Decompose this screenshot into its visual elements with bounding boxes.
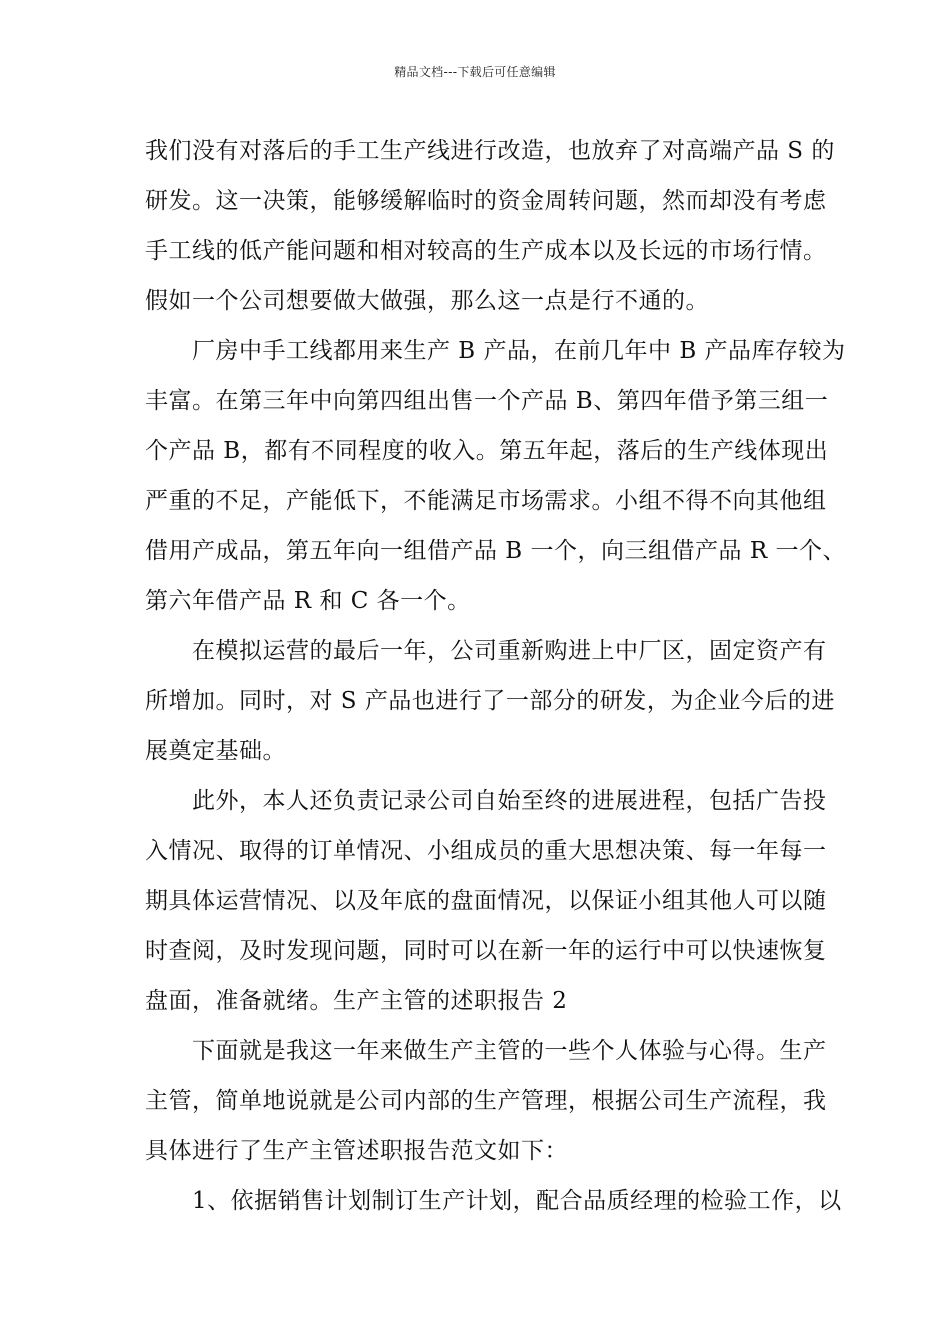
text-line: 展奠定基础。: [145, 738, 286, 764]
text-line: 研发。这一决策，能够缓解临时的资金周转问题，然而却没有考虑: [145, 188, 827, 214]
paragraph-records: [145, 776, 827, 1026]
paragraph-list-item-1: [145, 1176, 842, 1226]
paragraph-continuation: [145, 126, 835, 326]
document-body: [145, 126, 846, 1226]
text-line: 具体进行了生产主管述职报告范文如下：: [145, 1138, 568, 1164]
text-line: 下面就是我这一年来做生产主管的一些个人体验与心得。生产: [192, 1038, 827, 1064]
text-line: 所增加。同时，对 S 产品也进行了一部分的研发，为企业今后的进: [145, 688, 835, 714]
text-line: 我们没有对落后的手工生产线进行改造，也放弃了对高端产品 S 的: [145, 138, 835, 164]
text-line: 第六年借产品 R 和 C 各一个。: [145, 588, 471, 614]
text-line: 严重的不足，产能低下，不能满足市场需求。小组不得不向其他组: [145, 488, 827, 514]
text-line: 期具体运营情况、以及年底的盘面情况，以保证小组其他人可以随: [145, 888, 827, 914]
text-line: 此外，本人还负责记录公司自始至终的进展进程，包括广告投: [192, 788, 827, 814]
text-line: 借用产成品，第五年向一组借产品 B 一个，向三组借产品 R 一个、: [145, 538, 846, 564]
text-line: 入情况、取得的订单情况、小组成员的重大思想决策、每一年每一: [145, 838, 827, 864]
text-line: 个产品 B，都有不同程度的收入。第五年起，落后的生产线体现出: [145, 438, 829, 464]
paragraph-intro-report-2: [145, 1026, 827, 1176]
text-line: 1、依据销售计划制订生产计划，配合品质经理的检验工作，以: [192, 1188, 842, 1214]
text-line: 厂房中手工线都用来生产 B 产品，在前几年中 B 产品库存较为: [192, 338, 846, 364]
text-line: 盘面，准备就绪。生产主管的述职报告 2: [145, 988, 568, 1014]
paragraph-final-year: [145, 626, 835, 776]
text-line: 假如一个公司想要做大做强，那么这一点是行不通的。: [145, 288, 709, 314]
text-line: 主管，简单地说就是公司内部的生产管理，根据公司生产流程，我: [145, 1088, 827, 1114]
text-line: 手工线的低产能问题和相对较高的生产成本以及长远的市场行情。: [145, 238, 827, 264]
page-header: 精品文档---下载后可任意编辑: [394, 65, 556, 79]
paragraph-workshop: [145, 326, 846, 626]
text-line: 在模拟运营的最后一年，公司重新购进上中厂区，固定资产有: [192, 638, 827, 664]
text-line: 丰富。在第三年中向第四组出售一个产品 B、第四年借予第三组一: [145, 388, 829, 414]
text-line: 时查阅，及时发现问题，同时可以在新一年的运行中可以快速恢复: [145, 938, 827, 964]
